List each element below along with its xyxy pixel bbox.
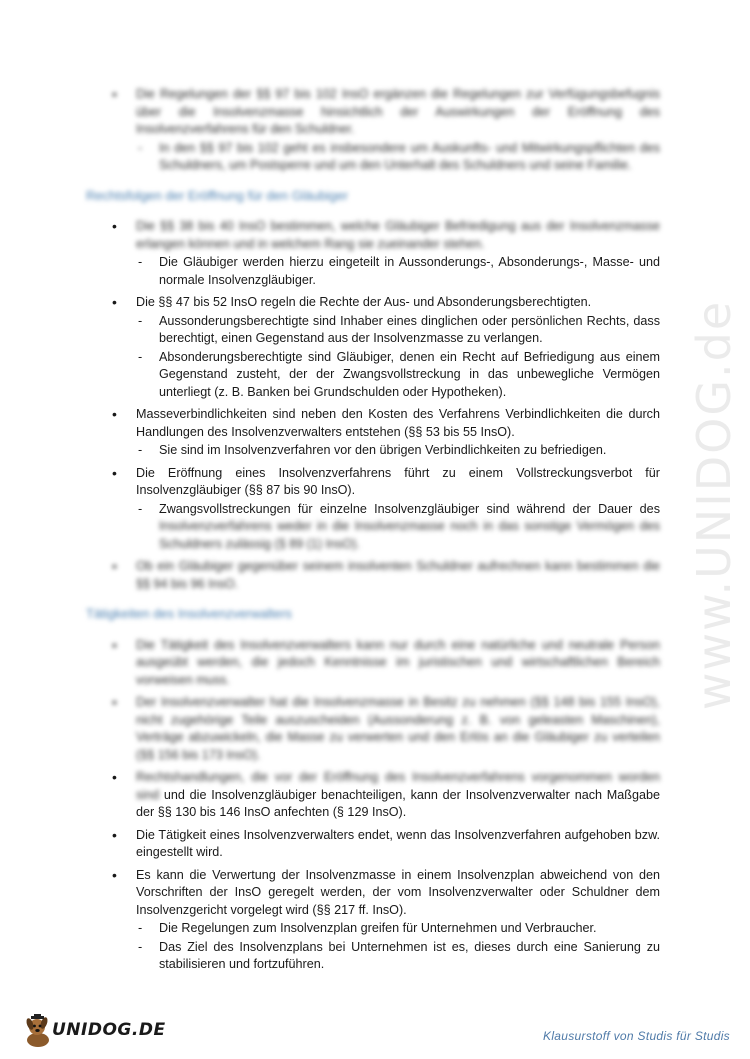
bullet-text: Die Tätigkeit eines Insolvenzverwalters endet, wenn das Insolvenzverfahren aufgehoben bzw. eingestellt wird.: [136, 827, 660, 859]
sub-item-text-blurred: Insolvenzverfahrens weder in die Insolvenzmasse noch in das sonstige Vermögen des Schuldners zulässig (§ 89 (1) InsO).: [159, 519, 660, 551]
bullet-text: Die §§ 47 bis 52 InsO regeln die Rechte der Aus- und Absonderungsberechtigten.: [136, 295, 592, 309]
unidog-logo: [22, 1012, 172, 1052]
bullet-text-blurred: • Die §§ 38 bis 40 InsO bestimmen, welche Gläubiger Befriedigung aus der Insolvenzmasse erlangen können und in welchem Rang sie zueinander stehen.: [136, 219, 660, 251]
bullet-text: Es kann die Verwertung der Insolvenzmasse in einem Insolvenzplan abweichend von den Vorschriften der InsO geregelt werden, der vom Insolvenzverwalter oder Schuldner dem Insolvenzgericht vorgelegt wird (§§ 217 ff. InsO).: [136, 867, 660, 917]
document-body: [86, 86, 660, 979]
bullet-item: [112, 86, 660, 175]
footer-tagline: Klausurstoff von Studis für Studis: [543, 1029, 730, 1043]
sub-item-text: Zwangsvollstreckungen für einzelne Insolvenzgläubiger sind während der Dauer des: [159, 501, 660, 516]
sub-list: [136, 313, 660, 402]
brand-name: UNIDOG.DE: [52, 1020, 166, 1040]
sub-list: [136, 501, 660, 554]
bullet-item: [112, 406, 660, 460]
section-verwalter-list: [112, 637, 660, 974]
watermark: [687, 270, 741, 740]
bullet-text-blurred: Rechtshandlungen, die vor der Eröffnung des Insolvenzverfahrens vorgenommen worden sind: [136, 770, 660, 802]
sub-item: - In den §§ 97 bis 102 geht es insbesondere um Auskunfts- und Mitwirkungspflichten des Schuldners, um Postsperre und um den Unterhalt des Schuldners und seine Familie.: [136, 140, 660, 175]
bullet-item: [112, 827, 660, 862]
sub-item: [136, 501, 660, 554]
bullet-item: [112, 218, 660, 289]
bullet-item: [112, 769, 660, 822]
bullet-text: Die Regelungen der §§ 97 bis 102 InsO ergänzen die Regelungen zur Verfügungsbefugnis über die Insolvenzmasse hinsichtlich der Auswirkungen der Eröffnung des Insolvenzverfahrens für den Schuldner.: [136, 87, 660, 136]
bullet-text: Die Eröffnung eines Insolvenzverfahrens führt zu einem Vollstreckungsverbot für Insolvenzgläubiger (§§ 87 bis 90 InsO).: [136, 465, 660, 497]
bullet-item-blurred: • Der Insolvenzverwalter hat die Insolvenzmasse in Besitz zu nehmen (§§ 148 bis 155 InsO), nicht zugehörige Teile auszuscheiden (Aussonderung z. B. von geleasten Maschinen), Verträge abzuwickeln, die Masse zu verwerten und den Erlös an die Gläubiger zu verteilen (§§ 156 bis 173 InsO).: [112, 694, 660, 764]
section-heading-verwalter: Tätigkeiten des Insolvenzverwalters: [86, 606, 292, 621]
sub-item: - Die Gläubiger werden hierzu eingeteilt in Aussonderungs-, Absonderungs-, Masse- und normale Insolvenzgläubiger.: [136, 254, 660, 289]
bullet-item: [112, 294, 660, 401]
dog-mascot-icon: [22, 1014, 54, 1048]
bullet-text: Masseverbindlichkeiten sind neben den Kosten des Verfahrens Verbindlichkeiten die durch Handlungen des Insolvenzverwalters entstehen (§§ 53 bis 55 InsO).: [136, 407, 660, 439]
bullet-item-blurred: • Die Tätigkeit des Insolvenzverwalters kann nur durch eine natürliche und neutrale Person ausgeübt werden, die jedoch Kenntnisse im juristischen und wirtschaftlichen Bereich vorweisen muss.: [112, 637, 660, 690]
sub-list: [136, 140, 660, 175]
sub-item: - Absonderungsberechtigte sind Gläubiger, denen ein Recht auf Befriedigung aus einem Gegenstand zusteht, der der Zwangsvollstreckung in das unbewegliche Vermögen unterliegt (z. B. Banken bei Grundschulden oder Hypotheken).: [136, 349, 660, 402]
sub-item: - Das Ziel des Insolvenzplans bei Unternehmen ist es, dieses durch eine Sanierung zu stabilisieren und fortzuführen.: [136, 939, 660, 974]
sub-list: [136, 920, 660, 974]
section-glaeubiger-list: [112, 218, 660, 593]
watermark-text: www.UNIDOG.de: [687, 299, 741, 711]
bullet-item: [112, 465, 660, 554]
sub-list: [136, 442, 660, 460]
bullet-item: [112, 867, 660, 974]
bullet-text: und die Insolvenzgläubiger benachteiligen, kann der Insolvenzverwalter nach Maßgabe der §§ 130 bis 146 InsO anfechten (§ 129 InsO).: [136, 787, 660, 819]
section-heading-glaeubiger: Rechtsfolgen der Eröffnung für den Gläubiger: [86, 187, 349, 203]
bullet-item-blurred: • Ob ein Gläubiger gegenüber seinem insolventen Schuldner aufrechnen kann bestimmen die §§ 94 bis 96 InsO.: [112, 558, 660, 593]
sub-item: - Die Regelungen zum Insolvenzplan greifen für Unternehmen und Verbraucher.: [136, 920, 660, 938]
blurred-section-schuldner: [112, 86, 660, 175]
sub-item: - Aussonderungsberechtigte sind Inhaber eines dinglichen oder persönlichen Rechts, dass berechtigt, einen Gegenstand aus der Insolvenzmasse zu verlangen.: [136, 313, 660, 348]
sub-item: - Sie sind im Insolvenzverfahren vor den übrigen Verbindlichkeiten zu befriedigen.: [136, 442, 660, 460]
sub-list: [136, 254, 660, 289]
